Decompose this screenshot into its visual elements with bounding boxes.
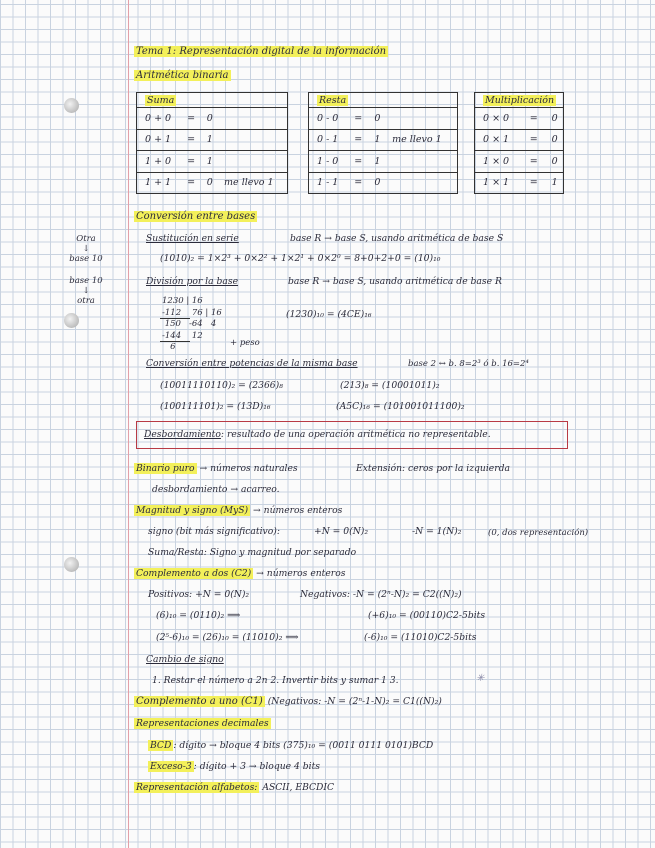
- table-row: 0 × 0 = 0: [475, 108, 564, 130]
- alfabetos-line: Representación alfabetos: ASCII, EBCDIC: [136, 782, 335, 793]
- mys-signo: signo (bit más significativo):: [148, 526, 280, 537]
- potencias-label: Conversión entre potencias de la misma base: [146, 358, 358, 369]
- decimales-heading: Representaciones decimales: [136, 718, 269, 729]
- binder-hole: [64, 557, 79, 572]
- c2-example2: (+6)₁₀ = (00110)C2-5bits: [368, 610, 486, 621]
- bcd-line: BCD : dígito → bloque 4 bits (375)₁₀ = (0011 0111 0101)BCD: [150, 740, 434, 751]
- c2-positivos: Positivos: +N = 0(N)₂: [148, 589, 250, 600]
- mys-suma: Suma/Resta: Signo y magnitud por separado: [148, 547, 357, 558]
- binder-hole: [64, 313, 79, 328]
- c2-example1: (6)₁₀ = (0110)₂ ⟹: [156, 610, 241, 621]
- c2-line: Complemento a dos (C2) → números enteros: [136, 568, 346, 579]
- c2-cambio-signo: Cambio de signo: [146, 654, 224, 665]
- sustitucion-label: Sustitución en serie: [146, 233, 239, 244]
- suma-table: [136, 92, 288, 194]
- sustitucion-equation: (1010)₂ = 1×2³ + 0×2² + 1×2¹ + 0×2⁰ = 8+0+2+0 = (10)₁₀: [160, 253, 441, 264]
- star-icon: ✳: [476, 673, 485, 684]
- potencias-eq3: (100111101)₂ = (13D)₁₆: [160, 401, 271, 412]
- mys-positivo: +N = 0(N)₂: [314, 526, 369, 537]
- resta-table: [308, 92, 458, 194]
- exceso3-line: Exceso-3 : dígito + 3 → bloque 4 bits: [150, 761, 320, 772]
- potencias-eq2: (213)₈ = (10001011)₂: [340, 380, 440, 391]
- suma-header: Suma: [147, 94, 175, 106]
- section-subtitle: Aritmética binaria: [136, 70, 229, 81]
- division-work: 1230 | 16 -112 76 | 16 150 -64 4 -144 12 6: [162, 296, 222, 352]
- table-row: 1 + 0 = 1: [137, 151, 288, 173]
- desbordamiento-text: Desbordamiento: resultado de una operación aritmética no representable.: [144, 429, 491, 440]
- binder-hole: [64, 98, 79, 113]
- division-peso-note: + peso: [230, 338, 260, 348]
- table-row: 1 × 0 = 0: [475, 151, 564, 173]
- division-desc: base R → base S, usando aritmética de base R: [288, 276, 502, 287]
- c2-negativos: Negativos: -N = (2ⁿ-N)₂ = C2((N)₂): [300, 589, 462, 600]
- mys-line: Magnitud y signo (MyS) → números enteros: [136, 505, 343, 516]
- margin-note-otra-base10: Otra ↓ base 10: [69, 234, 103, 264]
- division-result: (1230)₁₀ = (4CE)₁₆: [286, 309, 372, 320]
- table-row: 1 - 0 = 1: [309, 151, 458, 173]
- resta-header: Resta: [319, 94, 347, 106]
- binario-extension: Extensión: ceros por la izquierda: [356, 463, 510, 474]
- table-row: 0 + 1 = 1: [137, 129, 288, 151]
- mys-note: (0, dos representación): [488, 528, 589, 538]
- c1-line: Complemento a uno (C1) (Negativos: -N = (2ⁿ-1-N)₂ = C1((N)₂): [136, 696, 442, 707]
- division-rule: [160, 341, 190, 342]
- c2-example3: (2⁵-6)₁₀ = (26)₁₀ = (11010)₂ ⟹: [156, 632, 299, 643]
- c2-pasos: 1. Restar el número a 2n 2. Invertir bits y sumar 1 3.: [152, 675, 399, 686]
- potencias-eq1: (10011110110)₂ = (2366)₈: [160, 380, 283, 391]
- division-label: División por la base: [146, 276, 239, 287]
- binario-desbordamiento: desbordamiento → acarreo.: [152, 484, 280, 495]
- table-row: 0 + 0 = 0: [137, 108, 288, 130]
- binario-line: Binario puro → números naturales: [136, 463, 298, 474]
- page-title: Tema 1: Representación digital de la información: [136, 46, 387, 57]
- sustitucion-desc: base R → base S, usando aritmética de base S: [290, 233, 504, 244]
- table-row: 0 × 1 = 0: [475, 129, 564, 151]
- potencias-desc: base 2 ↔ b. 8=2³ ó b. 16=2⁴: [408, 359, 529, 369]
- table-row: 1 - 1 = 0: [309, 172, 458, 194]
- margin-note-base10-otra: base 10 ↓ otra: [69, 276, 103, 306]
- table-row: 0 - 0 = 0: [309, 108, 458, 130]
- c2-example4: (-6)₁₀ = (11010)C2-5bits: [364, 632, 477, 643]
- potencias-eq4: (A5C)₁₆ = (101001011100)₂: [336, 401, 465, 412]
- table-row: 1 × 1 = 1: [475, 172, 564, 194]
- mult-table: [474, 92, 564, 194]
- conversion-heading: Conversión entre bases: [136, 211, 256, 222]
- table-row: 1 + 1 = 0 me llevo 1: [137, 172, 288, 194]
- mult-header: Multiplicación: [485, 94, 555, 106]
- division-rule: [160, 318, 190, 319]
- table-row: 0 - 1 = 1 me llevo 1: [309, 129, 458, 151]
- mys-negativo: -N = 1(N)₂: [412, 526, 462, 537]
- margin-line: [128, 0, 129, 848]
